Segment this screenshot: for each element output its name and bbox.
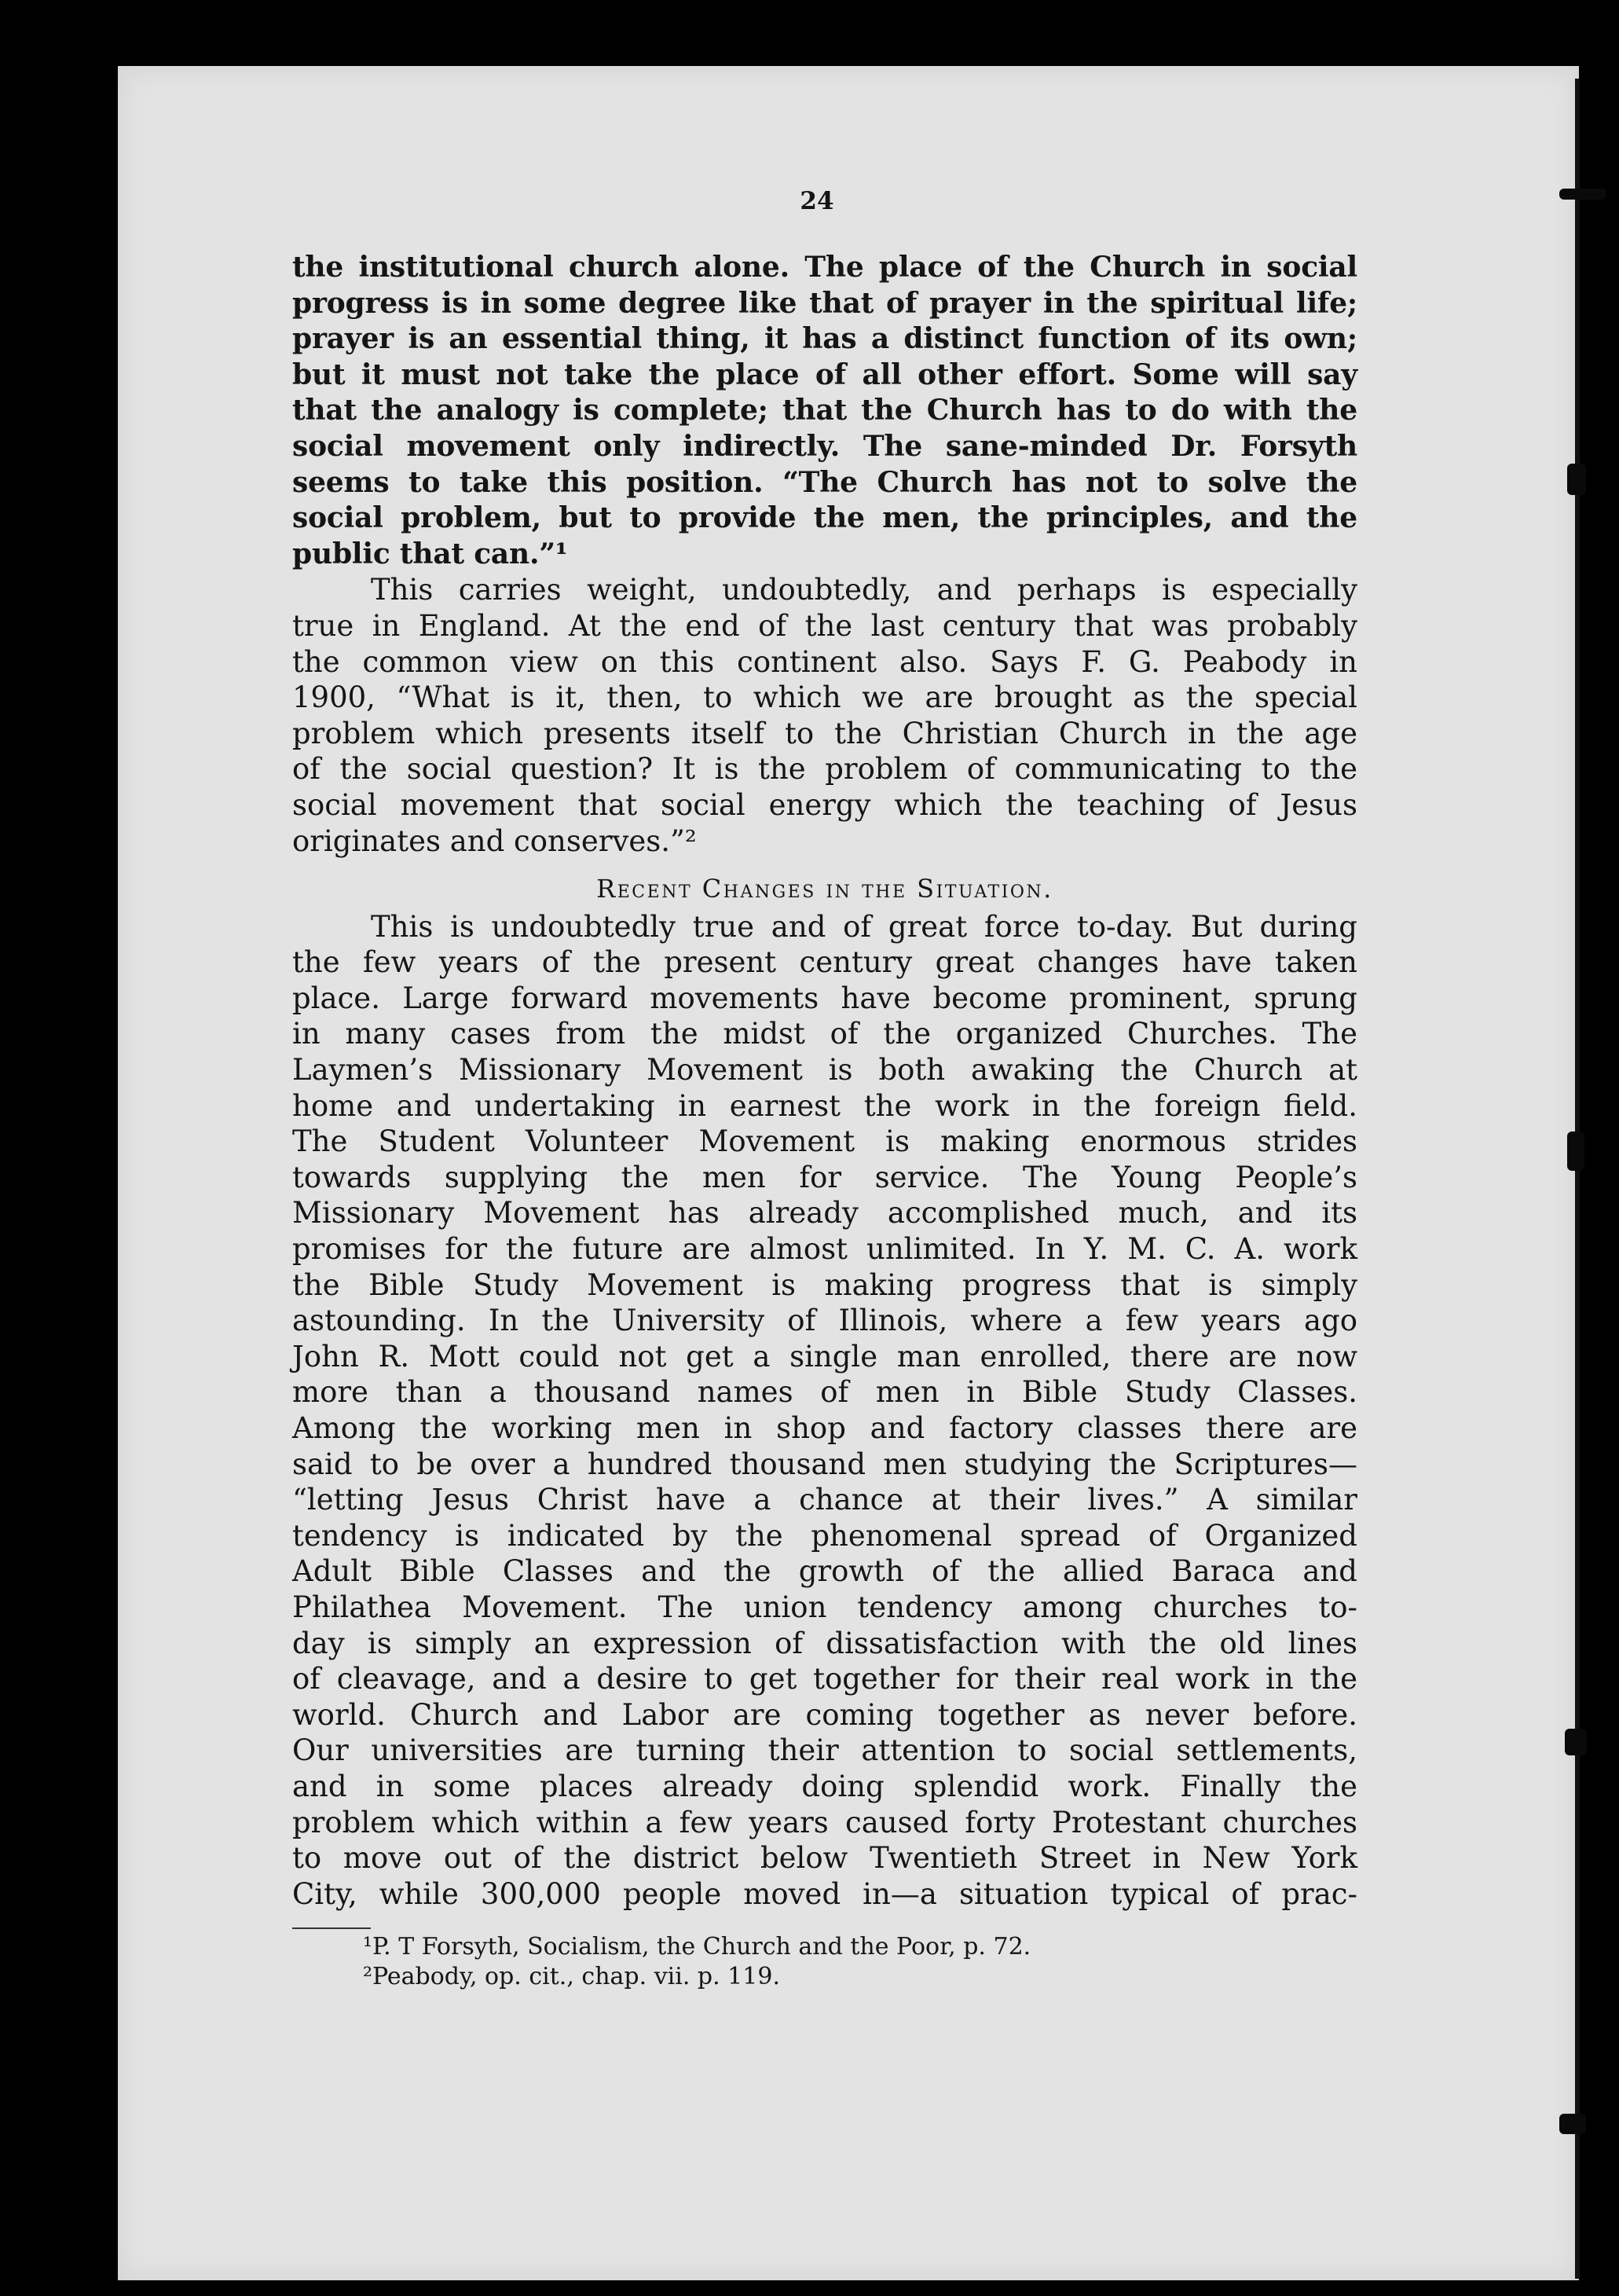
text-line: more than a thousand names of men in Bible Study Classes.: [292, 1375, 1357, 1410]
text-line: and in some places already doing splendid work. Finally the: [292, 1769, 1357, 1803]
page-number: 24: [800, 187, 834, 215]
text-line: City, while 300,000 people moved in—a situation typical of prac-: [292, 1876, 1357, 1911]
paragraph-3: [292, 909, 1357, 1913]
text-line: progress is in some degree like that of prayer in the spiritual life;: [292, 286, 1357, 320]
text-line: astounding. In the University of Illinois, where a few years ago: [292, 1304, 1357, 1338]
text-line: originates and conserves.”²: [292, 823, 697, 858]
text-line: The Student Volunteer Movement is making enormous strides: [292, 1124, 1357, 1159]
text-line: prayer is an essential thing, it has a distinct function of its own;: [292, 322, 1357, 356]
text-line: home and undertaking in earnest the work in the foreign field.: [292, 1088, 1357, 1123]
text-line: the institutional church alone. The place of the Church in social: [292, 251, 1357, 284]
edge-mark-4: [1565, 1729, 1587, 1755]
text-line: John R. Mott could not get a single man enrolled, there are now: [292, 1339, 1357, 1374]
text-line: said to be over a hundred thousand men studying the Scriptures—: [292, 1447, 1357, 1481]
text-line: true in England. At the end of the last century that was probably: [292, 608, 1357, 643]
text-line: Philathea Movement. The union tendency among churches to-: [292, 1590, 1357, 1624]
page-body: [292, 250, 1357, 1992]
text-line: Laymen’s Missionary Movement is both awaking the Church at: [292, 1053, 1357, 1087]
text-line: the few years of the present century great changes have taken: [292, 945, 1357, 980]
paragraph-2: [292, 572, 1357, 859]
text-line: day is simply an expression of dissatisfaction with the old lines: [292, 1626, 1357, 1660]
text-line: social movement only indirectly. The sane-minded Dr. Forsyth: [292, 429, 1357, 463]
edge-mark-3: [1567, 1131, 1584, 1171]
text-line: world. Church and Labor are coming together as never before.: [292, 1697, 1357, 1732]
footnote-1: ¹P. T Forsyth, Socialism, the Church and the Poor, p. 72.: [363, 1933, 1031, 1961]
text-line: of the social question? It is the problem of communicating to the: [292, 752, 1357, 787]
text-line: 1900, “What is it, then, to which we are brought as the special: [292, 680, 1357, 715]
text-line: problem which within a few years caused forty Protestant churches: [292, 1805, 1357, 1839]
text-line: the Bible Study Movement is making progress that is simply: [292, 1267, 1357, 1302]
edge-mark-1: [1559, 189, 1606, 200]
text-line: Adult Bible Classes and the growth of the allied Baraca and: [292, 1554, 1357, 1589]
text-line: “letting Jesus Christ have a chance at their lives.” A similar: [292, 1483, 1357, 1517]
text-line: Missionary Movement has already accomplished much, and its: [292, 1196, 1357, 1231]
text-line: tendency is indicated by the phenomenal spread of Organized: [292, 1518, 1357, 1553]
text-line: but it must not take the place of all other effort. Some will say: [292, 358, 1357, 391]
text-line: Our universities are turning their attention to social settlements,: [292, 1733, 1357, 1768]
footnote-rule: [292, 1927, 371, 1929]
text-line: of cleavage, and a desire to get together for their real work in the: [292, 1662, 1357, 1696]
edge-mark-2: [1567, 464, 1586, 495]
edge-mark-5: [1559, 2114, 1586, 2134]
section-heading: Recent Changes in the Situation.: [596, 874, 1053, 904]
text-line: social movement that social energy which the teaching of Jesus: [292, 787, 1357, 822]
text-line: place. Large forward movements have become prominent, sprung: [292, 981, 1357, 1015]
text-line: This carries weight, undoubtedly, and perhaps is especially: [371, 573, 1357, 607]
text-line: public that can.”¹: [292, 537, 568, 570]
page-spine-edge: [1575, 79, 1580, 2279]
text-line: social problem, but to provide the men, the principles, and the: [292, 501, 1357, 535]
text-line: in many cases from the midst of the organized Churches. The: [292, 1017, 1357, 1051]
text-line: This is undoubtedly true and of great force to-day. But during: [371, 909, 1357, 944]
text-line: Among the working men in shop and factory classes there are: [292, 1411, 1357, 1445]
text-line: problem which presents itself to the Christian Church in the age: [292, 716, 1357, 750]
text-line: promises for the future are almost unlimited. In Y. M. C. A. work: [292, 1232, 1357, 1267]
footnote-2: ²Peabody, op. cit., chap. vii. p. 119.: [363, 1963, 780, 1991]
text-line: to move out of the district below Twentieth Street in New York: [292, 1841, 1357, 1876]
paragraph-1: [292, 250, 1357, 572]
text-line: towards supplying the men for service. The Young People’s: [292, 1160, 1357, 1194]
text-line: seems to take this position. “The Church has not to solve the: [292, 465, 1357, 499]
text-line: the common view on this continent also. Says F. G. Peabody in: [292, 644, 1357, 679]
text-line: that the analogy is complete; that the Church has to do with the: [292, 394, 1357, 427]
